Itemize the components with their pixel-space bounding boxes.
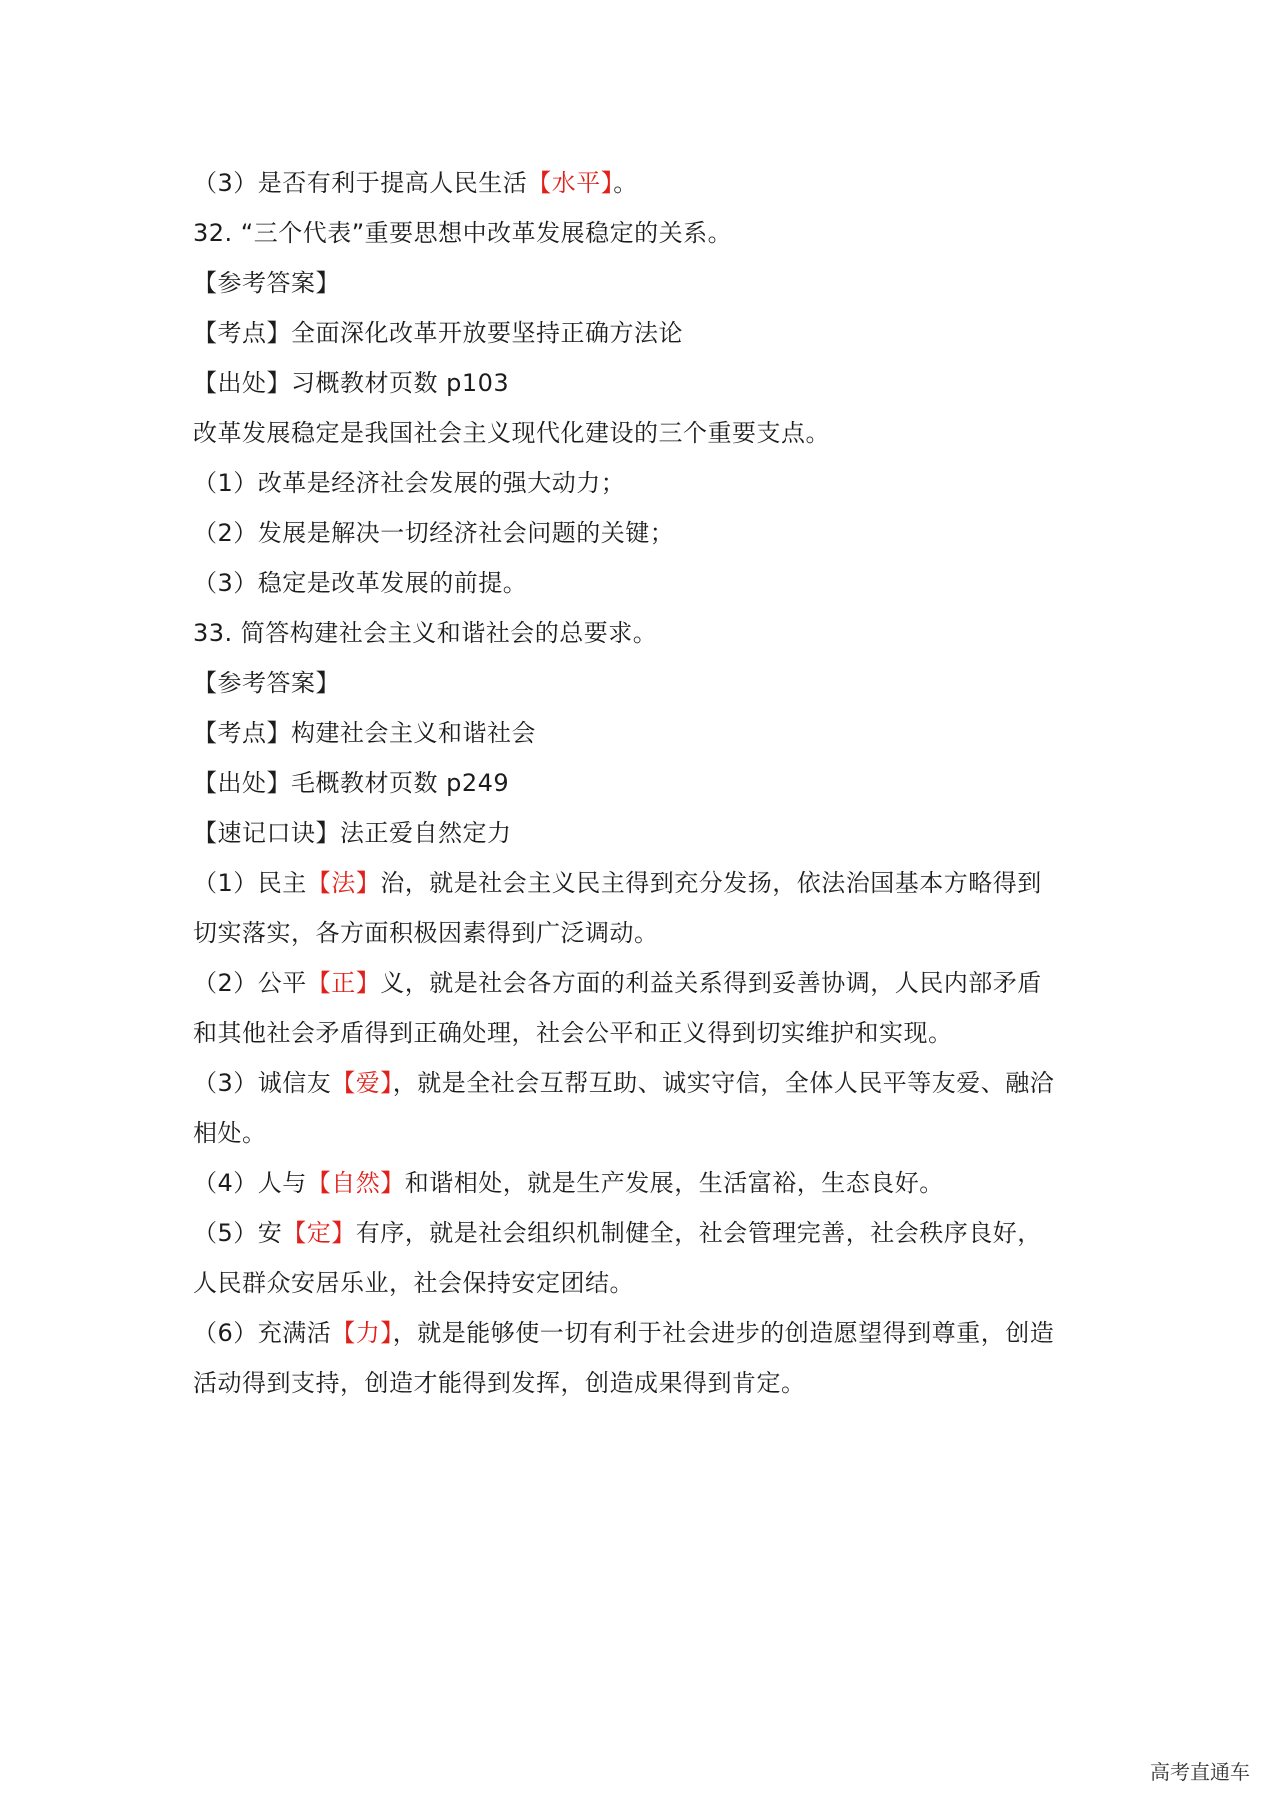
text-segment: （1）民主 (193, 869, 307, 897)
text-segment: ，就是全社会互帮互助、诚实守信，全体人民平等友爱、融洽 (392, 1069, 1055, 1097)
text-segment: （2）发展是解决一切经济社会问题的关键； (193, 519, 675, 547)
highlighted-keyword: 【定】 (282, 1219, 356, 1247)
text-line (193, 608, 1093, 658)
text-segment: 【速记口诀】法正爱自然定力 (193, 819, 512, 847)
text-line (193, 1108, 1093, 1158)
text-segment: （3）是否有利于提高人民生活 (193, 169, 528, 197)
text-line (193, 758, 1093, 808)
highlighted-keyword: 【力】 (331, 1319, 393, 1347)
text-segment: （5）安 (193, 1219, 283, 1247)
text-segment: 治，就是社会主义民主得到充分发扬，依法治国基本方略得到 (380, 869, 1042, 897)
text-segment: 【考点】构建社会主义和谐社会 (193, 719, 536, 747)
highlighted-keyword: 【水平】 (527, 169, 614, 197)
text-segment: 【参考答案】 (193, 269, 340, 297)
text-line (193, 1358, 1093, 1408)
text-line (193, 1158, 1093, 1208)
text-segment: 切实落实，各方面积极因素得到广泛调动。 (193, 919, 659, 947)
text-segment: 和其他社会矛盾得到正确处理，社会公平和正义得到切实维护和实现。 (193, 1019, 953, 1047)
text-line (193, 858, 1093, 908)
text-line (193, 308, 1093, 358)
text-segment: （4）人与 (193, 1169, 307, 1197)
text-line (193, 808, 1093, 858)
text-segment: 改革发展稳定是我国社会主义现代化建设的三个重要支点。 (193, 419, 830, 447)
text-line (193, 358, 1093, 408)
text-segment: 人民群众安居乐业，社会保持安定团结。 (193, 1269, 634, 1297)
text-line (193, 1008, 1093, 1058)
text-segment: 活动得到支持，创造才能得到发挥，创造成果得到肯定。 (193, 1369, 806, 1397)
text-segment: 【参考答案】 (193, 669, 340, 697)
text-segment: ，就是能够使一切有利于社会进步的创造愿望得到尊重，创造 (392, 1319, 1055, 1347)
text-line (193, 458, 1093, 508)
text-line (193, 658, 1093, 708)
text-segment: （2）公平 (193, 969, 307, 997)
text-line (193, 1208, 1093, 1258)
text-line (193, 508, 1093, 558)
text-line (193, 208, 1093, 258)
text-segment: （3）稳定是改革发展的前提。 (193, 569, 528, 597)
text-segment: （3）诚信友 (193, 1069, 332, 1097)
watermark: 高考直通车 (1150, 1760, 1250, 1784)
highlighted-keyword: 【自然】 (306, 1169, 405, 1197)
text-segment: 相处。 (193, 1119, 267, 1147)
highlighted-keyword: 【爱】 (331, 1069, 393, 1097)
text-line (193, 1308, 1093, 1358)
text-line (193, 1258, 1093, 1308)
text-segment: 32. “三个代表”重要思想中改革发展稳定的关系。 (193, 219, 733, 247)
text-segment: 【出处】毛概教材页数 p249 (193, 769, 510, 797)
text-line (193, 558, 1093, 608)
text-segment: 33. 简答构建社会主义和谐社会的总要求。 (193, 619, 658, 647)
text-segment: 。 (613, 169, 638, 197)
highlighted-keyword: 【正】 (306, 969, 381, 997)
text-segment: 义，就是社会各方面的利益关系得到妥善协调，人民内部矛盾 (380, 969, 1042, 997)
highlighted-keyword: 【法】 (306, 869, 381, 897)
text-segment: 【出处】习概教材页数 p103 (193, 369, 510, 397)
text-line (193, 258, 1093, 308)
document-page (193, 158, 1093, 1408)
text-segment: （1）改革是经济社会发展的强大动力； (193, 469, 626, 497)
text-line (193, 908, 1093, 958)
text-line (193, 958, 1093, 1008)
text-line (193, 408, 1093, 458)
text-segment: 【考点】全面深化改革开放要坚持正确方法论 (193, 319, 683, 347)
text-line (193, 1058, 1093, 1108)
text-segment: 有序，就是社会组织机制健全，社会管理完善，社会秩序良好， (355, 1219, 1042, 1247)
text-segment: （6）充满活 (193, 1319, 332, 1347)
text-line (193, 158, 1093, 208)
text-line (193, 708, 1093, 758)
text-segment: 和谐相处，就是生产发展，生活富裕，生态良好。 (404, 1169, 944, 1197)
